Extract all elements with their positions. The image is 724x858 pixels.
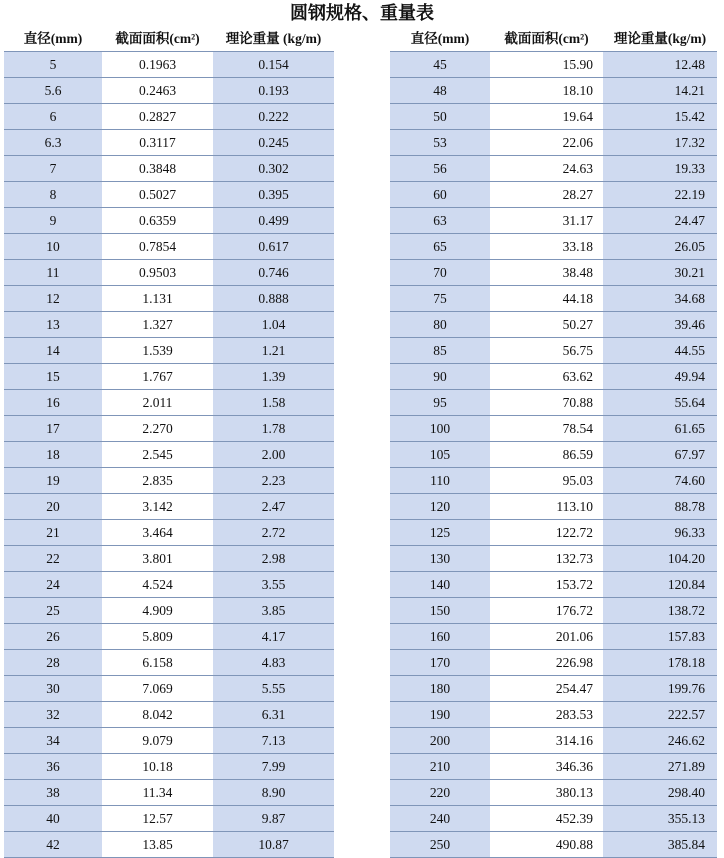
cell-weight: 1.04: [213, 312, 334, 338]
cell-diameter: 38: [4, 780, 102, 806]
cell-diameter: 95: [390, 390, 490, 416]
cell-weight: 0.617: [213, 234, 334, 260]
cell-weight: 96.33: [603, 520, 717, 546]
cell-area: 3.142: [102, 494, 213, 520]
cell-diameter: 60: [390, 182, 490, 208]
cell-diameter: 34: [4, 728, 102, 754]
cell-diameter: 19: [4, 468, 102, 494]
cell-area: 1.539: [102, 338, 213, 364]
cell-weight: 49.94: [603, 364, 717, 390]
cell-weight: 22.19: [603, 182, 717, 208]
cell-diameter: 10: [4, 234, 102, 260]
cell-area: 346.36: [490, 754, 603, 780]
cell-diameter: 17: [4, 416, 102, 442]
cell-area: 153.72: [490, 572, 603, 598]
cell-area: 0.6359: [102, 208, 213, 234]
table-row: [4, 494, 334, 520]
cell-diameter: 170: [390, 650, 490, 676]
table-row: [390, 208, 717, 234]
table-row: [390, 676, 717, 702]
cell-weight: 7.13: [213, 728, 334, 754]
cell-diameter: 125: [390, 520, 490, 546]
cell-diameter: 24: [4, 572, 102, 598]
table-row: [390, 572, 717, 598]
cell-weight: 0.746: [213, 260, 334, 286]
cell-diameter: 250: [390, 832, 490, 858]
cell-weight: 199.76: [603, 676, 717, 702]
cell-area: 2.835: [102, 468, 213, 494]
cell-diameter: 130: [390, 546, 490, 572]
cell-diameter: 14: [4, 338, 102, 364]
cell-diameter: 65: [390, 234, 490, 260]
page-title: 圆钢规格、重量表: [290, 3, 434, 23]
steel-table-left: [4, 26, 334, 858]
cell-area: 56.75: [490, 338, 603, 364]
table-row: [4, 442, 334, 468]
table-row: [4, 468, 334, 494]
table-row: [4, 286, 334, 312]
cell-diameter: 80: [390, 312, 490, 338]
table-row: [390, 78, 717, 104]
cell-weight: 67.97: [603, 442, 717, 468]
table-row: [4, 520, 334, 546]
cell-area: 11.34: [102, 780, 213, 806]
cell-diameter: 9: [4, 208, 102, 234]
table-row: [390, 832, 717, 858]
cell-weight: 74.60: [603, 468, 717, 494]
table-row: [4, 624, 334, 650]
cell-weight: 4.83: [213, 650, 334, 676]
cell-weight: 4.17: [213, 624, 334, 650]
cell-diameter: 7: [4, 156, 102, 182]
cell-area: 3.801: [102, 546, 213, 572]
table-row: [390, 520, 717, 546]
cell-diameter: 28: [4, 650, 102, 676]
cell-weight: 2.23: [213, 468, 334, 494]
cell-area: 95.03: [490, 468, 603, 494]
cell-weight: 2.00: [213, 442, 334, 468]
cell-diameter: 110: [390, 468, 490, 494]
cell-weight: 138.72: [603, 598, 717, 624]
cell-area: 4.909: [102, 598, 213, 624]
cell-weight: 30.21: [603, 260, 717, 286]
col-header-diameter: 直径(mm): [390, 26, 490, 52]
cell-area: 2.011: [102, 390, 213, 416]
cell-weight: 0.499: [213, 208, 334, 234]
table-row: [390, 286, 717, 312]
cell-area: 132.73: [490, 546, 603, 572]
cell-area: 176.72: [490, 598, 603, 624]
cell-weight: 0.888: [213, 286, 334, 312]
cell-weight: 2.47: [213, 494, 334, 520]
cell-weight: 17.32: [603, 130, 717, 156]
cell-weight: 2.72: [213, 520, 334, 546]
cell-weight: 385.84: [603, 832, 717, 858]
cell-weight: 1.21: [213, 338, 334, 364]
cell-diameter: 105: [390, 442, 490, 468]
cell-diameter: 160: [390, 624, 490, 650]
cell-diameter: 40: [4, 806, 102, 832]
table-row: [390, 156, 717, 182]
table-row: [4, 182, 334, 208]
cell-area: 380.13: [490, 780, 603, 806]
cell-area: 1.327: [102, 312, 213, 338]
cell-area: 63.62: [490, 364, 603, 390]
cell-weight: 222.57: [603, 702, 717, 728]
table-row: [4, 598, 334, 624]
cell-area: 226.98: [490, 650, 603, 676]
cell-weight: 24.47: [603, 208, 717, 234]
cell-weight: 0.222: [213, 104, 334, 130]
cell-weight: 15.42: [603, 104, 717, 130]
table-row: [4, 312, 334, 338]
cell-area: 113.10: [490, 494, 603, 520]
cell-weight: 44.55: [603, 338, 717, 364]
table-row: [4, 260, 334, 286]
cell-area: 50.27: [490, 312, 603, 338]
cell-diameter: 56: [390, 156, 490, 182]
table-row: [4, 416, 334, 442]
cell-area: 283.53: [490, 702, 603, 728]
cell-area: 201.06: [490, 624, 603, 650]
cell-weight: 0.245: [213, 130, 334, 156]
cell-diameter: 220: [390, 780, 490, 806]
cell-diameter: 70: [390, 260, 490, 286]
cell-diameter: 5.6: [4, 78, 102, 104]
table-row: [390, 468, 717, 494]
cell-weight: 6.31: [213, 702, 334, 728]
cell-diameter: 42: [4, 832, 102, 858]
steel-table-right: [390, 26, 717, 858]
cell-area: 1.767: [102, 364, 213, 390]
cell-area: 1.131: [102, 286, 213, 312]
cell-area: 4.524: [102, 572, 213, 598]
cell-weight: 9.87: [213, 806, 334, 832]
cell-area: 44.18: [490, 286, 603, 312]
cell-weight: 7.99: [213, 754, 334, 780]
cell-weight: 0.395: [213, 182, 334, 208]
cell-area: 314.16: [490, 728, 603, 754]
table-row: [4, 650, 334, 676]
table-row: [4, 780, 334, 806]
col-header-weight: 理论重量 (kg/m): [213, 26, 334, 52]
cell-diameter: 140: [390, 572, 490, 598]
cell-area: 10.18: [102, 754, 213, 780]
cell-weight: 3.55: [213, 572, 334, 598]
col-header-diameter: 直径(mm): [4, 26, 102, 52]
cell-weight: 61.65: [603, 416, 717, 442]
cell-area: 31.17: [490, 208, 603, 234]
table-row: [390, 494, 717, 520]
cell-diameter: 26: [4, 624, 102, 650]
table-row: [4, 156, 334, 182]
cell-diameter: 13: [4, 312, 102, 338]
cell-weight: 3.85: [213, 598, 334, 624]
table-row: [390, 754, 717, 780]
cell-area: 5.809: [102, 624, 213, 650]
table-row: [390, 416, 717, 442]
table-row: [4, 754, 334, 780]
table-row: [4, 832, 334, 858]
cell-area: 0.5027: [102, 182, 213, 208]
cell-area: 0.9503: [102, 260, 213, 286]
table-row: [390, 104, 717, 130]
cell-diameter: 240: [390, 806, 490, 832]
cell-area: 122.72: [490, 520, 603, 546]
cell-area: 9.079: [102, 728, 213, 754]
cell-weight: 104.20: [603, 546, 717, 572]
cell-weight: 0.154: [213, 52, 334, 78]
table-row: [4, 390, 334, 416]
cell-weight: 5.55: [213, 676, 334, 702]
cell-weight: 0.193: [213, 78, 334, 104]
table-row: [4, 806, 334, 832]
cell-weight: 88.78: [603, 494, 717, 520]
table-row: [4, 364, 334, 390]
cell-area: 22.06: [490, 130, 603, 156]
table-row: [4, 104, 334, 130]
cell-weight: 19.33: [603, 156, 717, 182]
col-header-area: 截面面积(cm²): [102, 26, 213, 52]
table-row: [390, 130, 717, 156]
cell-diameter: 200: [390, 728, 490, 754]
cell-area: 7.069: [102, 676, 213, 702]
table-row: [4, 78, 334, 104]
cell-diameter: 36: [4, 754, 102, 780]
table-row: [390, 702, 717, 728]
cell-area: 24.63: [490, 156, 603, 182]
cell-weight: 26.05: [603, 234, 717, 260]
cell-diameter: 120: [390, 494, 490, 520]
cell-area: 78.54: [490, 416, 603, 442]
cell-weight: 246.62: [603, 728, 717, 754]
cell-area: 2.270: [102, 416, 213, 442]
cell-diameter: 85: [390, 338, 490, 364]
table-row: [4, 676, 334, 702]
cell-area: 15.90: [490, 52, 603, 78]
cell-diameter: 22: [4, 546, 102, 572]
table-row: [390, 182, 717, 208]
table-row: [4, 130, 334, 156]
cell-diameter: 16: [4, 390, 102, 416]
cell-diameter: 15: [4, 364, 102, 390]
cell-diameter: 20: [4, 494, 102, 520]
cell-area: 38.48: [490, 260, 603, 286]
col-header-weight: 理论重量(kg/m): [603, 26, 717, 52]
cell-weight: 1.78: [213, 416, 334, 442]
header-row: [4, 26, 334, 52]
cell-diameter: 25: [4, 598, 102, 624]
cell-weight: 1.39: [213, 364, 334, 390]
table-row: [4, 728, 334, 754]
cell-diameter: 8: [4, 182, 102, 208]
cell-diameter: 11: [4, 260, 102, 286]
cell-area: 2.545: [102, 442, 213, 468]
cell-area: 0.3117: [102, 130, 213, 156]
cell-weight: 14.21: [603, 78, 717, 104]
header-row: [390, 26, 717, 52]
cell-area: 0.1963: [102, 52, 213, 78]
cell-diameter: 75: [390, 286, 490, 312]
table-row: [390, 650, 717, 676]
cell-area: 86.59: [490, 442, 603, 468]
table-row: [390, 312, 717, 338]
cell-weight: 0.302: [213, 156, 334, 182]
cell-area: 0.7854: [102, 234, 213, 260]
cell-area: 3.464: [102, 520, 213, 546]
cell-area: 13.85: [102, 832, 213, 858]
cell-area: 490.88: [490, 832, 603, 858]
cell-diameter: 6: [4, 104, 102, 130]
cell-diameter: 50: [390, 104, 490, 130]
cell-area: 0.2827: [102, 104, 213, 130]
cell-weight: 8.90: [213, 780, 334, 806]
cell-weight: 55.64: [603, 390, 717, 416]
table-row: [4, 702, 334, 728]
col-header-area: 截面面积(cm²): [490, 26, 603, 52]
cell-area: 28.27: [490, 182, 603, 208]
cell-diameter: 32: [4, 702, 102, 728]
cell-weight: 355.13: [603, 806, 717, 832]
cell-weight: 157.83: [603, 624, 717, 650]
cell-area: 0.2463: [102, 78, 213, 104]
table-row: [390, 624, 717, 650]
cell-area: 8.042: [102, 702, 213, 728]
cell-area: 254.47: [490, 676, 603, 702]
table-row: [390, 442, 717, 468]
cell-diameter: 180: [390, 676, 490, 702]
cell-diameter: 45: [390, 52, 490, 78]
table-row: [390, 52, 717, 78]
table-row: [390, 390, 717, 416]
table-row: [390, 806, 717, 832]
cell-area: 33.18: [490, 234, 603, 260]
cell-weight: 2.98: [213, 546, 334, 572]
cell-area: 452.39: [490, 806, 603, 832]
cell-weight: 271.89: [603, 754, 717, 780]
table-row: [4, 234, 334, 260]
cell-area: 19.64: [490, 104, 603, 130]
cell-diameter: 210: [390, 754, 490, 780]
cell-weight: 39.46: [603, 312, 717, 338]
table-row: [4, 208, 334, 234]
table-row: [390, 546, 717, 572]
cell-weight: 298.40: [603, 780, 717, 806]
cell-diameter: 190: [390, 702, 490, 728]
table-row: [390, 234, 717, 260]
table-row: [390, 260, 717, 286]
cell-diameter: 21: [4, 520, 102, 546]
cell-area: 70.88: [490, 390, 603, 416]
table-row: [390, 364, 717, 390]
table-row: [4, 338, 334, 364]
cell-area: 12.57: [102, 806, 213, 832]
cell-diameter: 5: [4, 52, 102, 78]
cell-area: 18.10: [490, 78, 603, 104]
cell-diameter: 6.3: [4, 130, 102, 156]
cell-weight: 12.48: [603, 52, 717, 78]
table-row: [390, 598, 717, 624]
table-row: [390, 780, 717, 806]
cell-diameter: 18: [4, 442, 102, 468]
cell-area: 6.158: [102, 650, 213, 676]
cell-weight: 10.87: [213, 832, 334, 858]
cell-weight: 34.68: [603, 286, 717, 312]
cell-diameter: 100: [390, 416, 490, 442]
cell-diameter: 53: [390, 130, 490, 156]
table-row: [4, 572, 334, 598]
cell-diameter: 90: [390, 364, 490, 390]
cell-area: 0.3848: [102, 156, 213, 182]
table-row: [4, 546, 334, 572]
cell-diameter: 150: [390, 598, 490, 624]
cell-diameter: 63: [390, 208, 490, 234]
cell-weight: 1.58: [213, 390, 334, 416]
cell-diameter: 12: [4, 286, 102, 312]
table-row: [4, 52, 334, 78]
cell-weight: 178.18: [603, 650, 717, 676]
cell-weight: 120.84: [603, 572, 717, 598]
cell-diameter: 48: [390, 78, 490, 104]
table-row: [390, 728, 717, 754]
cell-diameter: 30: [4, 676, 102, 702]
table-row: [390, 338, 717, 364]
